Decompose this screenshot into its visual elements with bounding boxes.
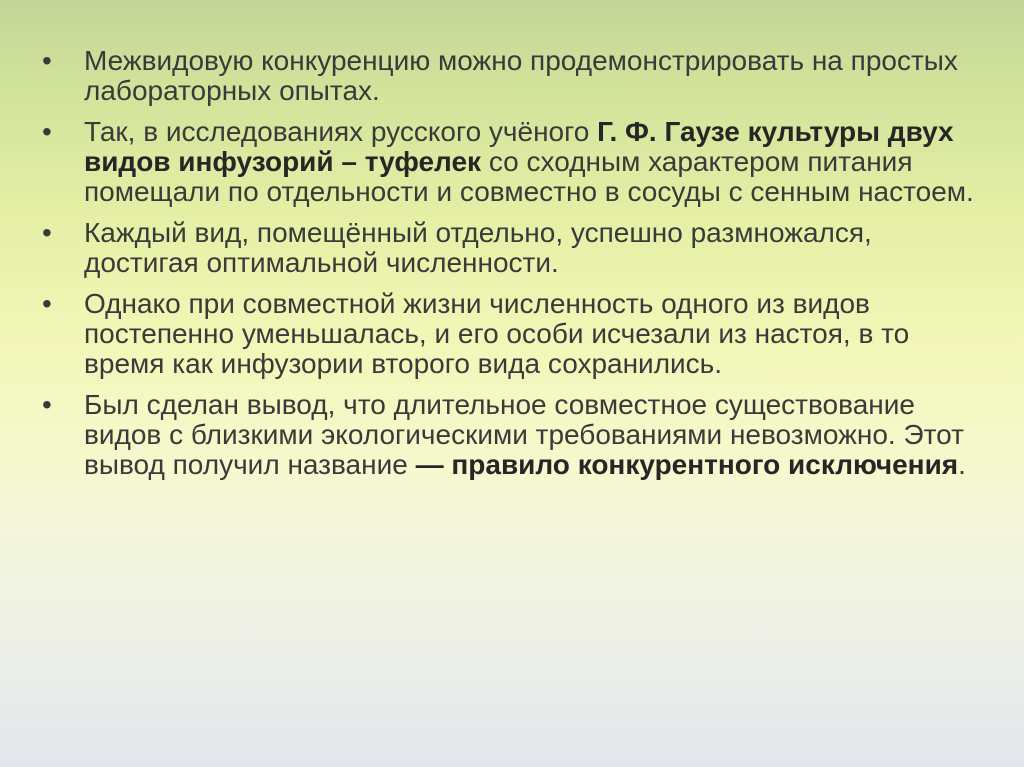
bullet-item-5 xyxy=(40,390,990,480)
bullet-list xyxy=(40,46,990,491)
bullet-text: Межвидовую конкуренцию можно продемонстрировать на простых лабораторных опытах. xyxy=(84,45,958,106)
bullet-item-2 xyxy=(40,117,990,207)
bullet-text: Был сделан вывод, что длительное совместное существование видов с близкими экологическими требованиями невозможно. Этот вывод получил название xyxy=(84,389,964,480)
bullet-text: Каждый вид, помещённый отдельно, успешно размножался, достигая оптимальной численности. xyxy=(84,217,872,278)
bullet-dot: • xyxy=(42,389,52,420)
bullet-item-3 xyxy=(40,218,990,278)
bullet-text: . xyxy=(958,449,966,480)
bullet-dot: • xyxy=(42,217,52,248)
bullet-item-1 xyxy=(40,46,990,106)
bullet-dot: • xyxy=(42,45,52,76)
bullet-text: со сходным характером питания помещали по отдельности и совместно в сосуды с сенным настоем. xyxy=(84,146,974,207)
bullet-item-4 xyxy=(40,289,990,379)
bullet-text-bold: — правило конкурентного исключения xyxy=(415,449,959,480)
bullet-dot: • xyxy=(42,116,52,147)
bullet-text: Однако при совместной жизни численность одного из видов постепенно уменьшалась, и его особи исчезали из настоя, в то время как инфузории второго вида сохранились. xyxy=(84,288,910,379)
bullet-dot: • xyxy=(42,288,52,319)
bullet-text: Так, в исследованиях русского учёного xyxy=(84,116,598,147)
bullet-text-bold: Г. Ф. Гаузе культуры двух видов инфузорий – туфелек xyxy=(84,116,954,177)
